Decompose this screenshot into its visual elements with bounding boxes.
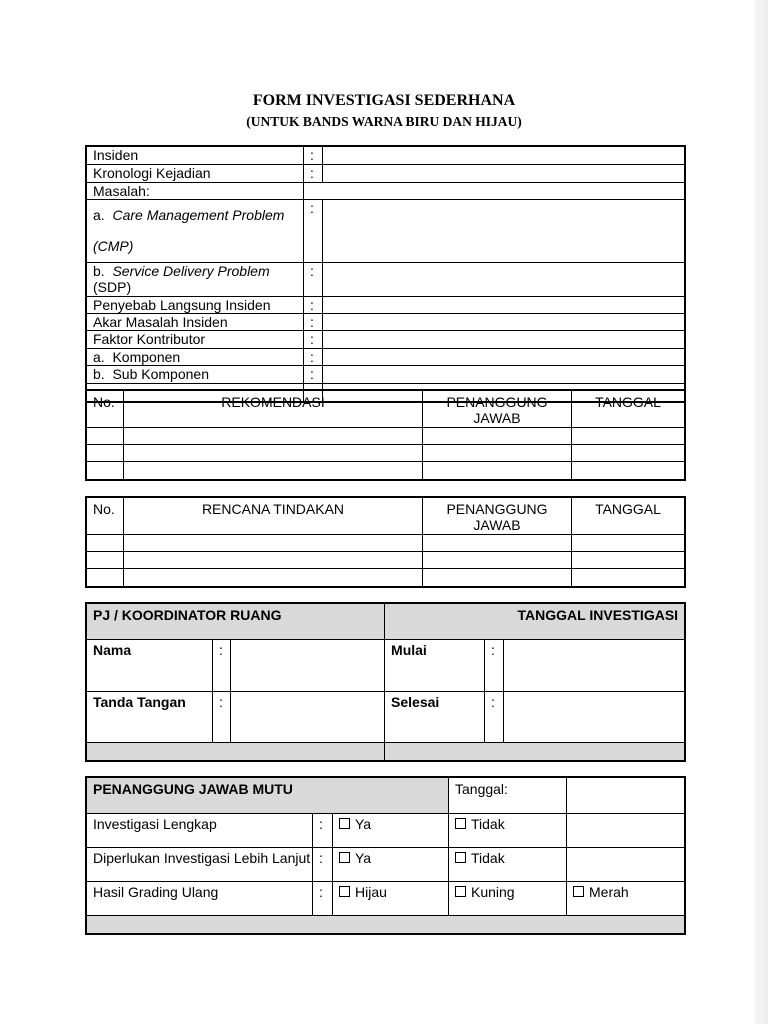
colon: : <box>304 297 323 314</box>
option-yes[interactable] <box>333 814 449 848</box>
start-value[interactable] <box>504 640 685 692</box>
end-value[interactable] <box>504 692 685 743</box>
cell-responsible[interactable] <box>423 552 572 569</box>
checkbox-icon[interactable] <box>455 852 466 863</box>
signature-value[interactable] <box>231 692 385 743</box>
table-row <box>87 848 685 882</box>
table-header-row <box>87 778 685 814</box>
option-label: Ya <box>355 816 372 832</box>
table-footer-row <box>87 743 685 761</box>
coordinator-table <box>86 603 685 761</box>
colon: : <box>304 165 323 183</box>
name-value[interactable] <box>231 640 385 692</box>
option-label: Kuning <box>471 884 515 900</box>
cell-action[interactable] <box>124 535 423 552</box>
root-cause-label: Akar Masalah Insiden <box>87 314 304 331</box>
cell-no[interactable] <box>87 462 124 480</box>
cell-no[interactable] <box>87 552 124 569</box>
option-yellow[interactable] <box>449 882 567 916</box>
footer-cell <box>385 743 685 761</box>
cell-recommendation[interactable] <box>124 445 423 462</box>
table-row <box>87 349 685 366</box>
cell-responsible[interactable] <box>423 462 572 480</box>
option-red[interactable] <box>567 882 685 916</box>
root-cause-value[interactable] <box>323 314 685 331</box>
date-label: Tanggal: <box>449 778 567 814</box>
option-no[interactable] <box>449 814 567 848</box>
option-label: Tidak <box>471 816 505 832</box>
option-green[interactable] <box>333 882 449 916</box>
table-row <box>87 366 685 384</box>
sdp-label <box>87 263 304 297</box>
empty-cell <box>567 848 685 882</box>
colon: : <box>485 640 504 692</box>
chronology-value[interactable] <box>323 165 685 183</box>
component-prefix: a. <box>93 349 105 365</box>
date-value[interactable] <box>567 778 685 814</box>
start-label: Mulai <box>385 640 485 692</box>
table-footer-row <box>87 916 685 934</box>
subcomponent-label <box>87 366 304 384</box>
checkbox-icon[interactable] <box>339 818 350 829</box>
incident-label: Insiden <box>87 147 304 165</box>
table-row <box>87 263 685 297</box>
sdp-value[interactable] <box>323 263 685 297</box>
option-label: Tidak <box>471 850 505 866</box>
table-row <box>87 640 685 692</box>
component-text: Komponen <box>112 349 181 365</box>
colon: : <box>213 692 231 743</box>
table-row <box>87 882 685 916</box>
option-no[interactable] <box>449 848 567 882</box>
colon: : <box>304 314 323 331</box>
quality-header: PENANGGUNG JAWAB MUTU <box>87 778 449 814</box>
empty-cell <box>567 814 685 848</box>
complete-investigation-label: Investigasi Lengkap <box>87 814 313 848</box>
coordinator-header: PJ / KOORDINATOR RUANG <box>87 604 385 640</box>
sdp-text: Service Delivery Problem <box>112 263 270 279</box>
checkbox-icon[interactable] <box>339 886 350 897</box>
sdp-prefix: b. <box>93 263 105 279</box>
empty-cell <box>304 183 323 200</box>
colon: : <box>304 331 323 349</box>
further-investigation-label: Diperlukan Investigasi Lebih Lanjut <box>87 848 313 882</box>
col-header-responsible: PENANGGUNG JAWAB <box>423 498 572 535</box>
form-subtitle: (UNTUK BANDS WARNA BIRU DAN HIJAU) <box>246 114 522 129</box>
table-row <box>87 692 685 743</box>
table-row <box>87 445 685 462</box>
option-label: Merah <box>589 884 629 900</box>
direct-cause-label: Penyebab Langsung Insiden <box>87 297 304 314</box>
regrading-label: Hasil Grading Ulang <box>87 882 313 916</box>
contributing-factor-value[interactable] <box>323 331 685 349</box>
table-row <box>87 535 685 552</box>
table-row <box>87 428 685 445</box>
cell-recommendation[interactable] <box>124 428 423 445</box>
end-label: Selesai <box>385 692 485 743</box>
table-row <box>87 314 685 331</box>
table-row <box>87 462 685 480</box>
checkbox-icon[interactable] <box>573 886 584 897</box>
chronology-label: Kronologi Kejadian <box>87 165 304 183</box>
empty-cell <box>323 183 685 200</box>
action-plan-table <box>86 497 685 587</box>
footer-cell <box>87 916 685 934</box>
checkbox-icon[interactable] <box>339 852 350 863</box>
colon: : <box>304 147 323 165</box>
option-yes[interactable] <box>333 848 449 882</box>
col-header-responsible: PENANGGUNG JAWAB <box>423 391 572 428</box>
form-title: FORM INVESTIGASI SEDERHANA <box>252 92 516 109</box>
cell-recommendation[interactable] <box>124 462 423 480</box>
table-header-row <box>87 498 685 535</box>
col-header-date: TANGGAL <box>572 391 685 428</box>
col-header-action-plan: RENCANA TINDAKAN <box>124 498 423 535</box>
cell-date[interactable] <box>572 445 685 462</box>
table-row <box>87 183 685 200</box>
cell-responsible[interactable] <box>423 535 572 552</box>
table-header-row <box>87 391 685 428</box>
col-header-no: No. <box>87 391 124 428</box>
cell-responsible[interactable] <box>423 569 572 587</box>
cell-no[interactable] <box>87 428 124 445</box>
name-label: Nama <box>87 640 213 692</box>
cell-date[interactable] <box>572 535 685 552</box>
cell-date[interactable] <box>572 462 685 480</box>
table-row <box>87 297 685 314</box>
cell-date[interactable] <box>572 428 685 445</box>
colon: : <box>304 366 323 384</box>
recommendation-table <box>86 390 685 480</box>
colon: : <box>313 882 333 916</box>
table-row <box>87 814 685 848</box>
signature-label: Tanda Tangan <box>87 692 213 743</box>
checkbox-icon[interactable] <box>455 818 466 829</box>
table-row <box>87 165 685 183</box>
direct-cause-value[interactable] <box>323 297 685 314</box>
cell-responsible[interactable] <box>423 445 572 462</box>
cmp-label <box>87 200 304 263</box>
table-row <box>87 552 685 569</box>
cmp-prefix: a. <box>93 207 105 223</box>
option-label: Ya <box>355 850 372 866</box>
component-value[interactable] <box>323 349 685 366</box>
colon: : <box>313 814 333 848</box>
table-row <box>87 147 685 165</box>
subcomponent-value[interactable] <box>323 366 685 384</box>
table-header-row <box>87 604 685 640</box>
cmp-text: Care Management Problem (CMP) <box>93 207 285 254</box>
incident-value[interactable] <box>323 147 685 165</box>
incident-table <box>86 146 685 402</box>
col-header-date: TANGGAL <box>572 498 685 535</box>
cell-no[interactable] <box>87 445 124 462</box>
colon: : <box>304 200 323 263</box>
quality-table <box>86 777 685 934</box>
checkbox-icon[interactable] <box>455 886 466 897</box>
cell-date[interactable] <box>572 569 685 587</box>
cell-date[interactable] <box>572 552 685 569</box>
subcomponent-prefix: b. <box>93 366 105 382</box>
cmp-value[interactable] <box>323 200 685 263</box>
problem-label: Masalah: <box>87 183 304 200</box>
colon: : <box>485 692 504 743</box>
table-row <box>87 569 685 587</box>
page-edge <box>754 0 768 1024</box>
cell-action[interactable] <box>124 569 423 587</box>
colon: : <box>313 848 333 882</box>
colon: : <box>304 263 323 297</box>
sdp-abbr: (SDP) <box>93 279 132 295</box>
footer-cell <box>87 743 385 761</box>
table-row <box>87 331 685 349</box>
cell-no[interactable] <box>87 535 124 552</box>
subcomponent-text: Sub Komponen <box>112 366 209 382</box>
component-label <box>87 349 304 366</box>
colon: : <box>304 349 323 366</box>
cell-responsible[interactable] <box>423 428 572 445</box>
colon: : <box>213 640 231 692</box>
cell-action[interactable] <box>124 552 423 569</box>
table-row <box>87 200 685 263</box>
investigation-date-header: TANGGAL INVESTIGASI <box>385 604 685 640</box>
col-header-recommendation: REKOMENDASI <box>124 391 423 428</box>
option-label: Hijau <box>355 884 387 900</box>
cell-no[interactable] <box>87 569 124 587</box>
contributing-factor-label: Faktor Kontributor <box>87 331 304 349</box>
col-header-no: No. <box>87 498 124 535</box>
